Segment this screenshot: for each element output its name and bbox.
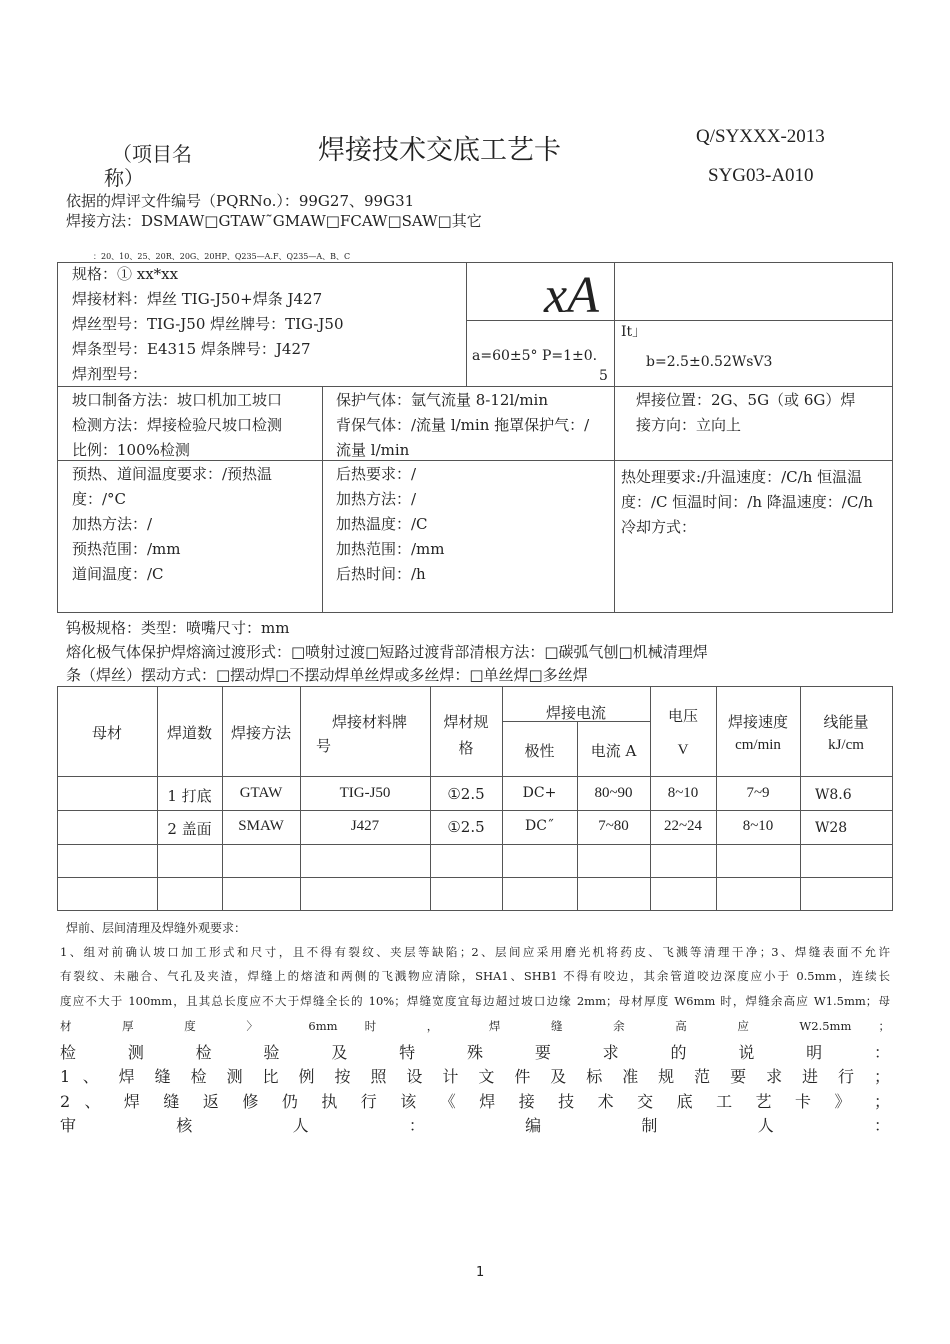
project-name-line2: 称） [104, 166, 144, 190]
preheat-block [72, 462, 272, 587]
notes-line3: 2 、 焊 缝 返 修 仍 执 行 该 《 焊 接 技 术 交 底 工 艺 卡 》 ； [60, 1092, 890, 1111]
spec-flux: 焊剂型号： [72, 365, 148, 383]
header-amps: 电流 A [590, 742, 637, 760]
param-row-line-2 [57, 844, 893, 845]
header-current: 焊接电流 [545, 704, 606, 722]
pwht-line1: 热处理要求:/升温速度：/C/h 恒温温 [621, 468, 863, 486]
pwht-line3: 冷却方式： [621, 518, 697, 536]
header-brand-line1: 焊接材料牌 [332, 713, 408, 731]
preheat-temp: 度：/°C [72, 490, 127, 508]
standard-code: Q/SYXXX-2013 [696, 126, 825, 147]
header-speed-unit: cm/min [735, 737, 781, 753]
document-code: SYG03-A010 [708, 165, 814, 186]
preheat-method: 加热方法：/ [72, 515, 153, 533]
joint-sketch-label: xA [544, 267, 599, 324]
shield-gas-block [336, 388, 589, 463]
groove-inspect: 检测方法：焊接检验尺坡口检测 [72, 416, 283, 434]
groove-gap: b=2.5±0.52WsV3 [646, 354, 773, 370]
cell-amps: 7~80 [598, 818, 629, 834]
cell-voltage: 8~10 [667, 785, 699, 801]
clean-line1: 1、组对前确认坡口加工形式和尺寸，且不得有裂纹、夹层等缺陷；2、层间应采用磨光机将药皮、飞溅等清理干净；3、焊缝表面不允许 [60, 945, 890, 959]
clean-line3: 度应不大于 100mm，且其总长度应不大于焊缝全长的 10%；焊缝宽度宜每边超过坡口边缘 2mm；母材厚度 W6mm 时，焊缝余高应 W1.5mm；母 [60, 994, 890, 1008]
pwht-line2: 度：/C 恒温时间：/h 降温速度：/C/h [621, 493, 874, 511]
cell-brand: J427 [350, 818, 380, 834]
param-col-line [57, 686, 58, 910]
cell-speed: 7~9 [746, 785, 770, 801]
param-header-bottom [57, 776, 893, 777]
cell-passes: 1 打底 [167, 787, 212, 805]
param-row-line-1 [57, 810, 893, 811]
header-heat-input-unit: kJ/cm [828, 737, 864, 753]
back-gas: 背保气体：/流量 l/min 拖罩保护气：/ [336, 416, 590, 434]
param-table-bottom [57, 910, 893, 911]
cell-polarity: DC˝ [525, 818, 554, 834]
clean-line2: 有裂纹、未融合、气孔及夹渣，焊缝上的熔渣和两侧的飞溅物应清除，SHA1、SHB1 不得有咬边，其余管道咬边深度应小于 0.5mm，连续长 [60, 969, 890, 983]
param-col-line [892, 686, 893, 910]
header-brand-line2: 号 [316, 737, 332, 755]
postheat-req: 后热要求：/ [336, 465, 417, 483]
postheat-range: 加热范围：/mm [336, 540, 445, 558]
page-title: 焊接技术交底工艺卡 [318, 135, 561, 166]
param-table-top [57, 686, 893, 687]
cell-passes: 2 盖面 [167, 820, 212, 838]
header-base-metal: 母材 [91, 724, 122, 742]
postheat-temp: 加热温度：/C [336, 515, 428, 533]
groove-prep: 坡口制备方法：坡口机加工坡口 [72, 391, 283, 409]
postheat-block [336, 462, 445, 587]
spec-size: 规格：① xx*xx [72, 265, 179, 283]
notes-line1: 检 测 检 验 及 特 殊 要 求 的 说 明 ： [60, 1043, 890, 1062]
spec-wire: 焊丝型号：TIG-J50 焊丝牌号：TIG-J50 [72, 315, 344, 333]
cell-heat-input: W8.6 [815, 787, 852, 803]
cell-size: ①2.5 [447, 785, 485, 803]
postheat-time: 后热时间：/h [336, 565, 426, 583]
header-size-line2: 格 [458, 739, 474, 757]
column-divider-b [614, 386, 615, 612]
preheat-req: 预热、道间温度要求：/预热温 [72, 465, 273, 483]
weld-position: 焊接位置：2G、5G（或 6G）焊 [636, 391, 856, 409]
spec-block [72, 262, 344, 387]
column-divider-a [322, 386, 323, 612]
header-polarity: 极性 [524, 742, 555, 760]
notes-line4: 审 核 人 ： 编 制 人 ： [60, 1116, 890, 1135]
transfer-line1: 熔化极气体保护焊熔滴过渡形式：□喷射过渡□短路过渡背部清根方法：□碳弧气刨□机械清理焊 [66, 643, 708, 661]
sketch-mid-border [614, 262, 615, 386]
back-gas-flow: 流量 l/min [336, 441, 410, 459]
header-method: 焊接方法 [230, 724, 291, 742]
weld-position-block [636, 388, 855, 438]
project-name-line1: （项目名 [112, 142, 192, 166]
preheat-range: 预热范围：/mm [72, 540, 181, 558]
table-right-border [892, 262, 893, 612]
spec-rod: 焊条型号：E4315 焊条牌号：J427 [72, 340, 311, 358]
upper-table-bottom [57, 612, 893, 613]
base-materials-note: ：20、10、25、20R、20G、20HP、Q235—A.F、Q235—A、B、C [93, 252, 351, 261]
notes-line2: 1 、 焊 缝 检 测 比 例 按 照 设 计 文 件 及 标 准 规 范 要 求 进 行 ； [60, 1067, 890, 1086]
pwht-block [621, 465, 873, 540]
table-left-border [57, 262, 58, 612]
cell-method: GTAW [239, 785, 283, 801]
interpass-temp: 道间温度：/C [72, 565, 164, 583]
cell-heat-input: W28 [815, 820, 848, 836]
cell-polarity: DC+ [522, 785, 557, 801]
postheat-method: 加热方法：/ [336, 490, 417, 508]
clean-line4: 材 厚 度 〉 6mm 时 ， 焊 缝 余 高 应 W2.5mm ； [60, 1019, 890, 1033]
transfer-line2: 条（焊丝）摆动方式：□摆动焊□不摆动焊单丝焊或多丝焊：□单丝焊□多丝焊 [66, 666, 588, 684]
header-passes: 焊道数 [166, 724, 212, 742]
groove-ratio: 比例：100%检测 [72, 441, 190, 459]
header-voltage: 电压 [667, 707, 698, 725]
cell-size: ①2.5 [447, 818, 485, 836]
clean-title: 焊前、层间清理及焊缝外观要求： [66, 921, 247, 935]
header-voltage-unit: V [677, 742, 689, 758]
cell-speed: 8~10 [742, 818, 774, 834]
cell-method: SMAW [238, 818, 284, 834]
cell-amps: 80~90 [594, 785, 633, 801]
joint-mark: It」 [621, 324, 647, 340]
page-number: 1 [476, 1265, 485, 1280]
pqr-basis: 依据的焊评文件编号（PQRNo.）：99G27、99G31 [66, 192, 415, 210]
weld-direction: 接方向：立向上 [636, 416, 742, 434]
welding-method-line: 焊接方法：DSMAW□GTAW˜GMAW□FCAW□SAW□其它 [66, 212, 482, 230]
header-heat-input: 线能量 [823, 713, 869, 731]
groove-prep-block [72, 388, 282, 463]
spec-material: 焊接材料：焊丝 TIG-J50+焊条 J427 [72, 290, 323, 308]
sketch-divider [466, 320, 893, 321]
sketch-left-border [466, 262, 467, 386]
cell-voltage: 22~24 [663, 818, 703, 834]
tungsten-spec: 钨极规格：类型：喷嘴尺寸：mm [66, 619, 290, 637]
groove-angle: a=60±5° P=1±0. [472, 348, 598, 364]
header-speed: 焊接速度 [727, 713, 788, 731]
shield-gas: 保护气体：氩气流量 8-12l/min [336, 391, 549, 409]
header-size-line1: 焊材规 [443, 713, 489, 731]
groove-angle-tail: 5 [599, 368, 608, 384]
param-row-line-3 [57, 877, 893, 878]
cell-brand: TIG-J50 [339, 785, 391, 801]
